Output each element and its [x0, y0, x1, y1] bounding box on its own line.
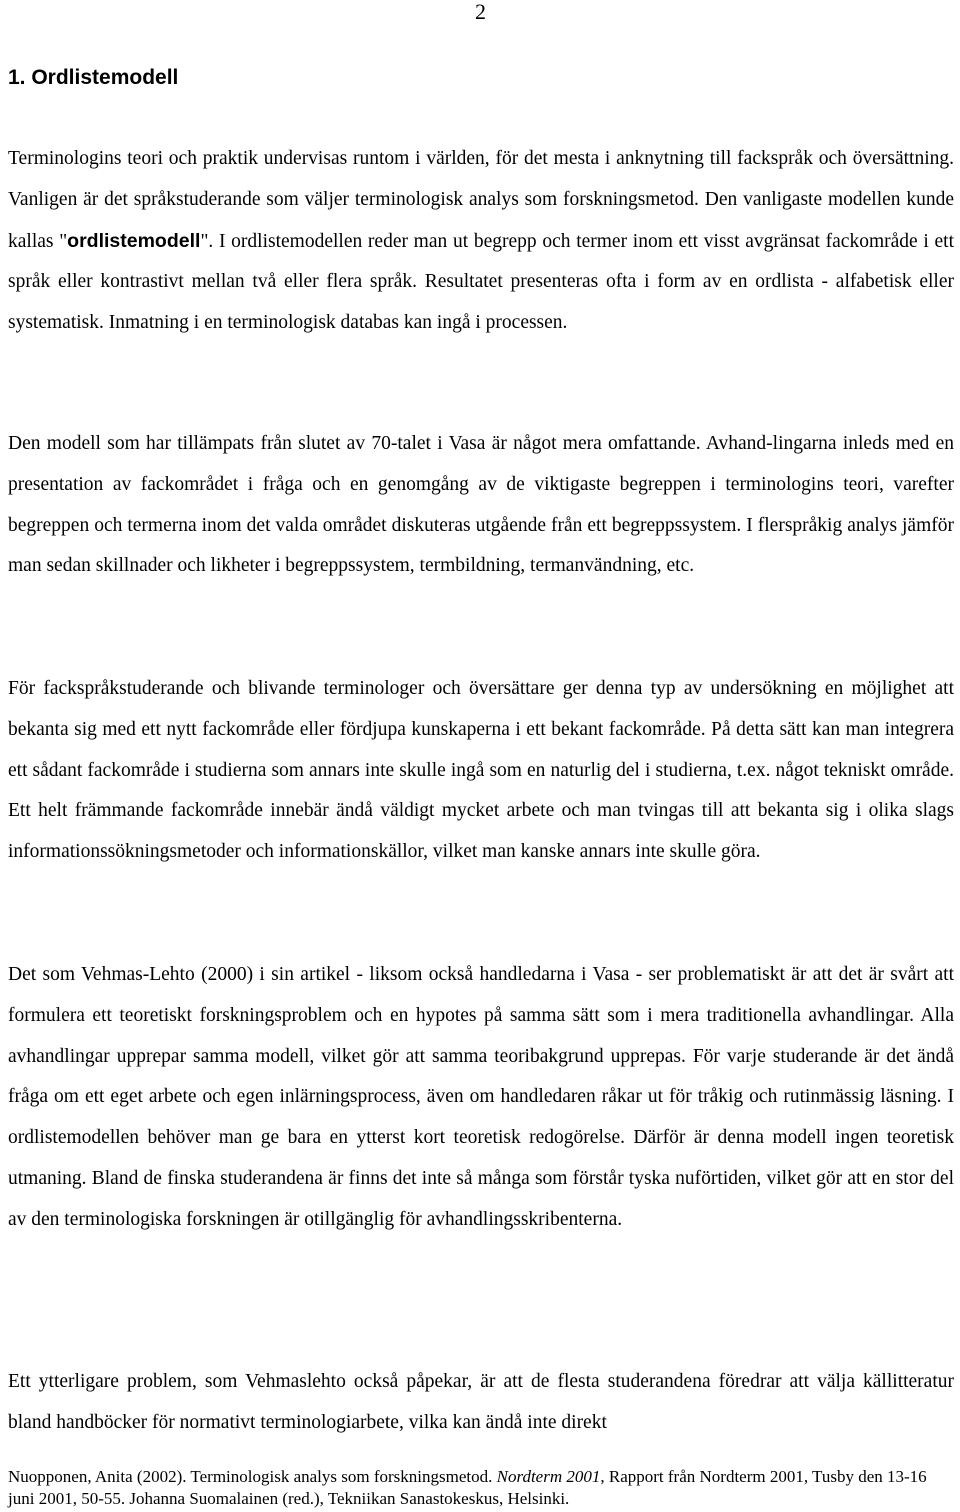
- paragraph-4: Det som Vehmas-Lehto (2000) i sin artikel - liksom också handledarna i Vasa - ser problematiskt är att det är svårt att formulera ett teoretiskt forskningsproblem och en hypotes på samma sätt som i mera traditionella avhandlingar. Alla avhandlingar upprepar samma modell, vilket gör att samma teoribakgrund upprepas. För varje studerande är det ändå fråga om ett eget arbete och egen inlärningsprocess, även om handledaren råkar ut för tråkig och rutinmässig läsning. I ordlistemodellen behöver man ge bara en ytterst kort teoretisk redogörelse. Därför är denna modell ingen teoretisk utmaning. Bland de finska studerandena är finns det inte så många som förstår tyska nuförtiden, vilket gör att en stor del av den terminologiska forskningen är otillgänglig för avhandlingsskribenterna.: [8, 964, 954, 1230]
- page-footer-citation: [8, 1466, 954, 1510]
- paragraph-1-text-before: Terminologins teori och praktik undervisas runtom i världen, för det mesta i anknytning till fackspråk och översättning. Vanligen är det språkstuderande som väljer terminologisk analys som forskningsmetod. Den vanligaste modellen kunde kallas ": [8, 148, 954, 252]
- page-number: 2: [475, 0, 486, 24]
- paragraph-1-bold-term: ordlistemodell: [67, 229, 201, 252]
- footer-text-after: , Rapport från Nordterm 2001, Tusby den 13-16 juni 2001, 50-55. Johanna Suomalainen (red.), Tekniikan Sanastokeskus, Helsinki.: [8, 1467, 927, 1508]
- footer-text-before: Nuopponen, Anita (2002). Terminologisk analys som forskningsmetod.: [8, 1467, 497, 1486]
- section-heading: 1. Ordlistemodell: [8, 66, 179, 89]
- paragraph-2: Den modell som har tillämpats från slutet av 70-talet i Vasa är något mera omfattande. Avhand-lingarna inleds med en presentation av fackområdet i fråga och en genomgång av de viktigaste begreppen i terminologins teori, varefter begreppen och termerna inom det valda området diskuteras utgående från ett begreppssystem. I flerspråkig analys jämför man sedan skillnader och likheter i begreppssystem, termbildning, termanvändning, etc.: [8, 433, 954, 577]
- paragraph-1-text-after: ". I ordlistemodellen reder man ut begrepp och termer inom ett visst avgränsat fackområde i ett språk eller kontrastivt mellan två eller flera språk. Resultatet presenteras ofta i form av en ordlista - alfabetisk eller systematisk. Inmatning i en terminologisk databas kan ingå i processen.: [8, 230, 954, 334]
- paragraph-5: Ett ytterligare problem, som Vehmaslehto också påpekar, är att de flesta studerandena föredrar att välja källitteratur bland handböcker för normativt terminologiarbete, vilka kan ändå inte direkt: [8, 1371, 954, 1433]
- paragraph-3: För fackspråkstuderande och blivande terminologer och översättare ger denna typ av undersökning en möjlighet att bekanta sig med ett nytt fackområde eller fördjupa kunskaperna i ett bekant fackområde. På detta sätt kan man integrera ett sådant fackområde i studierna som annars inte skulle ingå som en naturlig del i studierna, t.ex. något tekniskt område. Ett helt främmande fackområde innebär ändå väldigt mycket arbete och man tvingas till att bekanta sig i olika slags informationssökningsmetoder och informationskällor, vilket man kanske annars inte skulle göra.: [8, 678, 954, 863]
- paragraph-1: [8, 139, 954, 344]
- footer-italic-title: Nordterm 2001: [496, 1467, 601, 1486]
